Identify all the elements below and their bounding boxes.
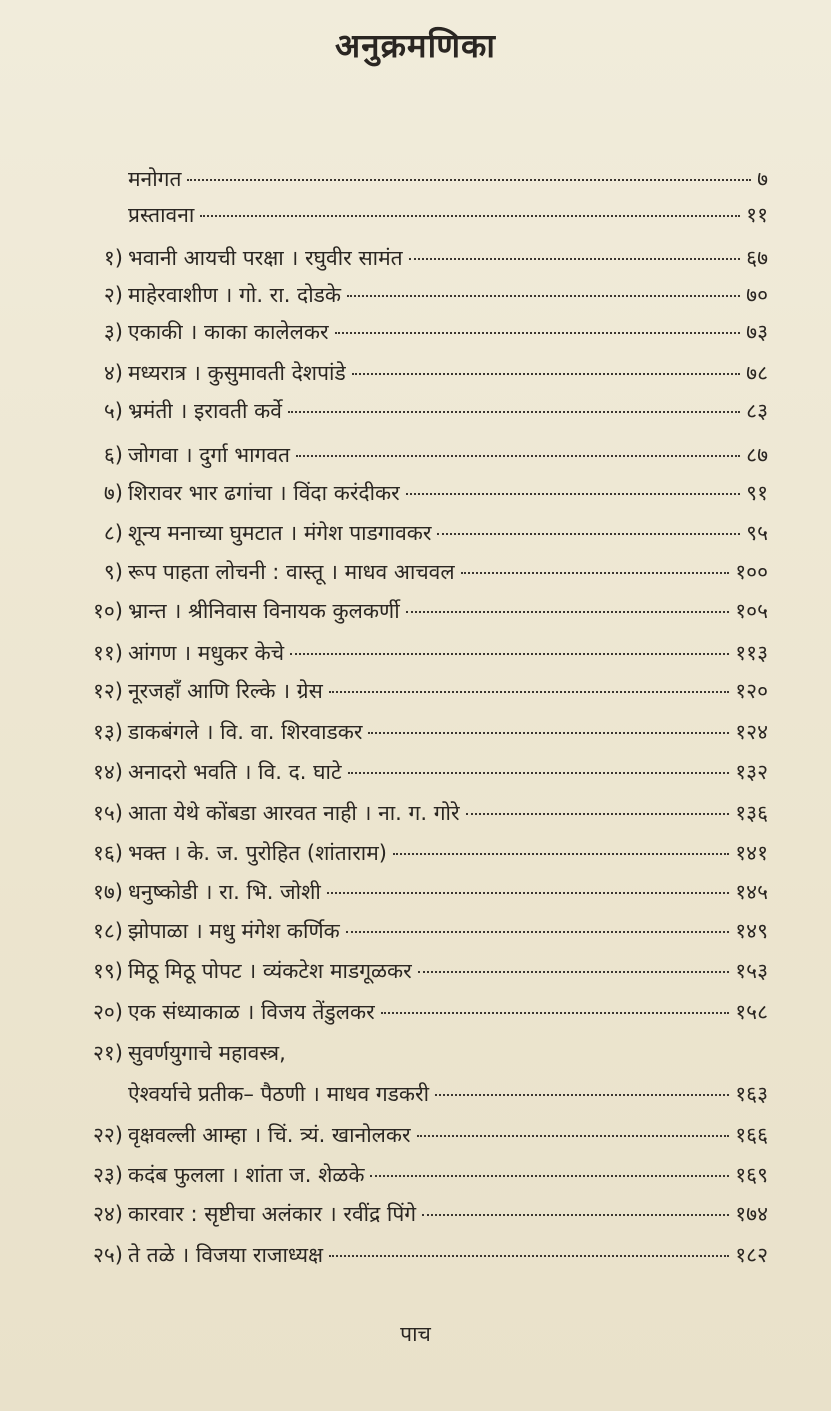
entry-title: भ्रमंती । इरावती कर्वे (128, 399, 282, 423)
toc-entry (0, 554, 831, 590)
entry-page: ७० (746, 283, 768, 307)
entry-title: आंगण । मधुकर केचे (128, 641, 285, 665)
entry-title: ऐश्वर्याचे प्रतीक– पैठणी । माधव गडकरी (128, 1082, 430, 1106)
toc-entry (0, 1035, 831, 1071)
entry-number: २२) (92, 1123, 123, 1147)
dot-leader (381, 1012, 730, 1014)
entry-page: ८३ (746, 399, 768, 423)
entry-title: प्रस्तावना (128, 203, 195, 227)
entry-number: १३) (92, 720, 123, 744)
entry-page: ९५ (746, 521, 768, 545)
toc-entry (0, 1117, 831, 1153)
entry-page: १५३ (735, 959, 768, 983)
entry-number: १९) (92, 959, 123, 983)
toc-entry (0, 475, 831, 511)
entry-number: ९) (103, 560, 123, 584)
toc-entry (0, 161, 831, 197)
entry-number: ४) (103, 361, 123, 385)
toc-entry (0, 515, 831, 551)
dot-leader (296, 455, 740, 457)
toc-entry (0, 437, 831, 473)
entry-title: भ्रान्त । श्रीनिवास विनायक कुलकर्णी (128, 599, 400, 623)
toc-entry (0, 1196, 831, 1232)
entry-number: २) (103, 283, 123, 307)
dot-leader (329, 691, 729, 693)
entry-number: ८) (103, 521, 123, 545)
dot-leader (466, 813, 730, 815)
entry-page: १४९ (735, 919, 768, 943)
entry-number: १२) (92, 679, 123, 703)
entry-title: भवानी आयची परक्षा । रघुवीर सामंत (128, 246, 403, 270)
dot-leader (393, 853, 729, 855)
dot-leader (417, 1135, 730, 1137)
entry-title-line1: सुवर्णयुगाचे महावस्त्र, (128, 1041, 286, 1065)
dot-leader (346, 931, 729, 933)
dot-leader (329, 1255, 729, 1257)
toc-entry (0, 355, 831, 391)
toc-entry (0, 714, 831, 750)
entry-title: आता येथे कोंबडा आरवत नाही । ना. ग. गोरे (128, 801, 460, 825)
entry-title: ते तळे । विजया राजाध्यक्ष (128, 1243, 324, 1267)
entry-title: झोपाळा । मधु मंगेश कर्णिक (128, 919, 340, 943)
toc-entry (0, 913, 831, 949)
entry-number: ५) (103, 399, 123, 423)
entry-page: ११ (746, 203, 768, 227)
entry-page: १६९ (735, 1163, 768, 1187)
toc-entry (0, 314, 831, 350)
entry-number: १०) (92, 599, 123, 623)
page-title: अनुक्रमणिका (335, 26, 496, 65)
entry-title: नूरजहाँ आणि रिल्के । ग्रेस (128, 679, 323, 703)
toc-entry (0, 795, 831, 831)
toc-entry-continuation (0, 1076, 831, 1112)
entry-number: ३) (103, 320, 123, 344)
toc-entry (0, 1237, 831, 1273)
dot-leader (437, 533, 740, 535)
dot-leader (461, 572, 730, 574)
dot-leader (200, 215, 740, 217)
entry-page: ६७ (746, 246, 768, 270)
entry-number: २१) (92, 1041, 123, 1065)
entry-title: मनोगत (128, 167, 182, 191)
entry-number: २५) (92, 1243, 123, 1267)
entry-title: जोगवा । दुर्गा भागवत (128, 443, 291, 467)
dot-leader (288, 411, 740, 413)
dot-leader (335, 332, 741, 334)
toc-entry (0, 593, 831, 629)
entry-page: १७४ (735, 1202, 768, 1226)
dot-leader (347, 295, 740, 297)
entry-page: १६३ (735, 1082, 768, 1106)
toc-entry (0, 835, 831, 871)
entry-title: एकाकी । काका कालेलकर (128, 320, 329, 344)
entry-title: एक संध्याकाळ । विजय तेंडुलकर (128, 1000, 375, 1024)
dot-leader (422, 1214, 729, 1216)
dot-leader (368, 732, 729, 734)
dot-leader (327, 892, 729, 894)
entry-number: २४) (92, 1202, 123, 1226)
entry-number: १६) (92, 841, 123, 865)
toc-entry (0, 393, 831, 429)
entry-title: कदंब फुलला । शांता ज. शेळके (128, 1163, 365, 1187)
entry-page: १५८ (735, 1000, 768, 1024)
dot-leader (187, 179, 751, 181)
toc-entry (0, 197, 831, 233)
entry-title: वृक्षवल्ली आम्हा । चिं. त्र्यं. खानोलकर (128, 1123, 411, 1147)
dot-leader (409, 258, 741, 260)
entry-page: १२४ (735, 720, 768, 744)
entry-number: २०) (92, 1000, 123, 1024)
entry-page: १३६ (735, 801, 768, 825)
entry-page: ७ (757, 167, 768, 191)
entry-page: १०५ (735, 599, 768, 623)
entry-title: माहेरवाशीण । गो. रा. दोडके (128, 283, 342, 307)
entry-page: १४५ (735, 880, 768, 904)
entry-page: ११३ (735, 641, 768, 665)
entry-number: १८) (92, 919, 123, 943)
entry-number: ७) (103, 481, 123, 505)
toc-entry (0, 673, 831, 709)
entry-page: ७३ (746, 320, 768, 344)
dot-leader (290, 653, 729, 655)
entry-title: धनुष्कोडी । रा. भि. जोशी (128, 880, 321, 904)
dot-leader (435, 1094, 729, 1096)
dot-leader (352, 373, 740, 375)
entry-page: १०० (735, 560, 768, 584)
entry-page: ८७ (746, 443, 768, 467)
entry-number: १४) (92, 760, 123, 784)
entry-number: ६) (103, 443, 123, 467)
entry-title: मिठू मिठू पोपट । व्यंकटेश माडगूळकर (128, 959, 412, 983)
entry-title: शून्य मनाच्या घुमटात । मंगेश पाडगावकर (128, 521, 432, 545)
toc-entry (0, 754, 831, 790)
entry-page: १३२ (735, 760, 768, 784)
dot-leader (406, 611, 730, 613)
entry-number: २३) (92, 1163, 123, 1187)
entry-title: कारवार : सृष्टीचा अलंकार । रवींद्र पिंगे (128, 1202, 417, 1226)
page-number-footer: पाच (400, 1322, 431, 1346)
entry-number: ११) (92, 641, 123, 665)
entry-page: १४१ (735, 841, 768, 865)
toc-entry (0, 874, 831, 910)
toc-entry (0, 1157, 831, 1193)
dot-leader (348, 772, 730, 774)
toc-entry (0, 994, 831, 1030)
dot-leader (370, 1175, 729, 1177)
toc-entry (0, 635, 831, 671)
entry-title: भक्त । के. ज. पुरोहित (शांताराम) (128, 841, 387, 865)
toc-entry (0, 240, 831, 276)
entry-page: ७८ (746, 361, 768, 385)
toc-entry (0, 277, 831, 313)
entry-page: १२० (735, 679, 768, 703)
entry-number: १५) (92, 801, 123, 825)
entry-title: मध्यरात्र । कुसुमावती देशपांडे (128, 361, 346, 385)
entry-page: १६६ (735, 1123, 768, 1147)
entry-title: अनादरो भवति । वि. द. घाटे (128, 760, 342, 784)
entry-number: १) (103, 246, 123, 270)
toc-entry (0, 953, 831, 989)
entry-number: १७) (92, 880, 123, 904)
entry-title: शिरावर भार ढगांचा । विंदा करंदीकर (128, 481, 400, 505)
entry-title: रूप पाहता लोचनी : वास्तू । माधव आचवल (128, 560, 455, 584)
entry-title: डाकबंगले । वि. वा. शिरवाडकर (128, 720, 363, 744)
dot-leader (406, 493, 740, 495)
entry-page: ९१ (746, 481, 768, 505)
dot-leader (418, 971, 730, 973)
entry-page: १८२ (735, 1243, 768, 1267)
